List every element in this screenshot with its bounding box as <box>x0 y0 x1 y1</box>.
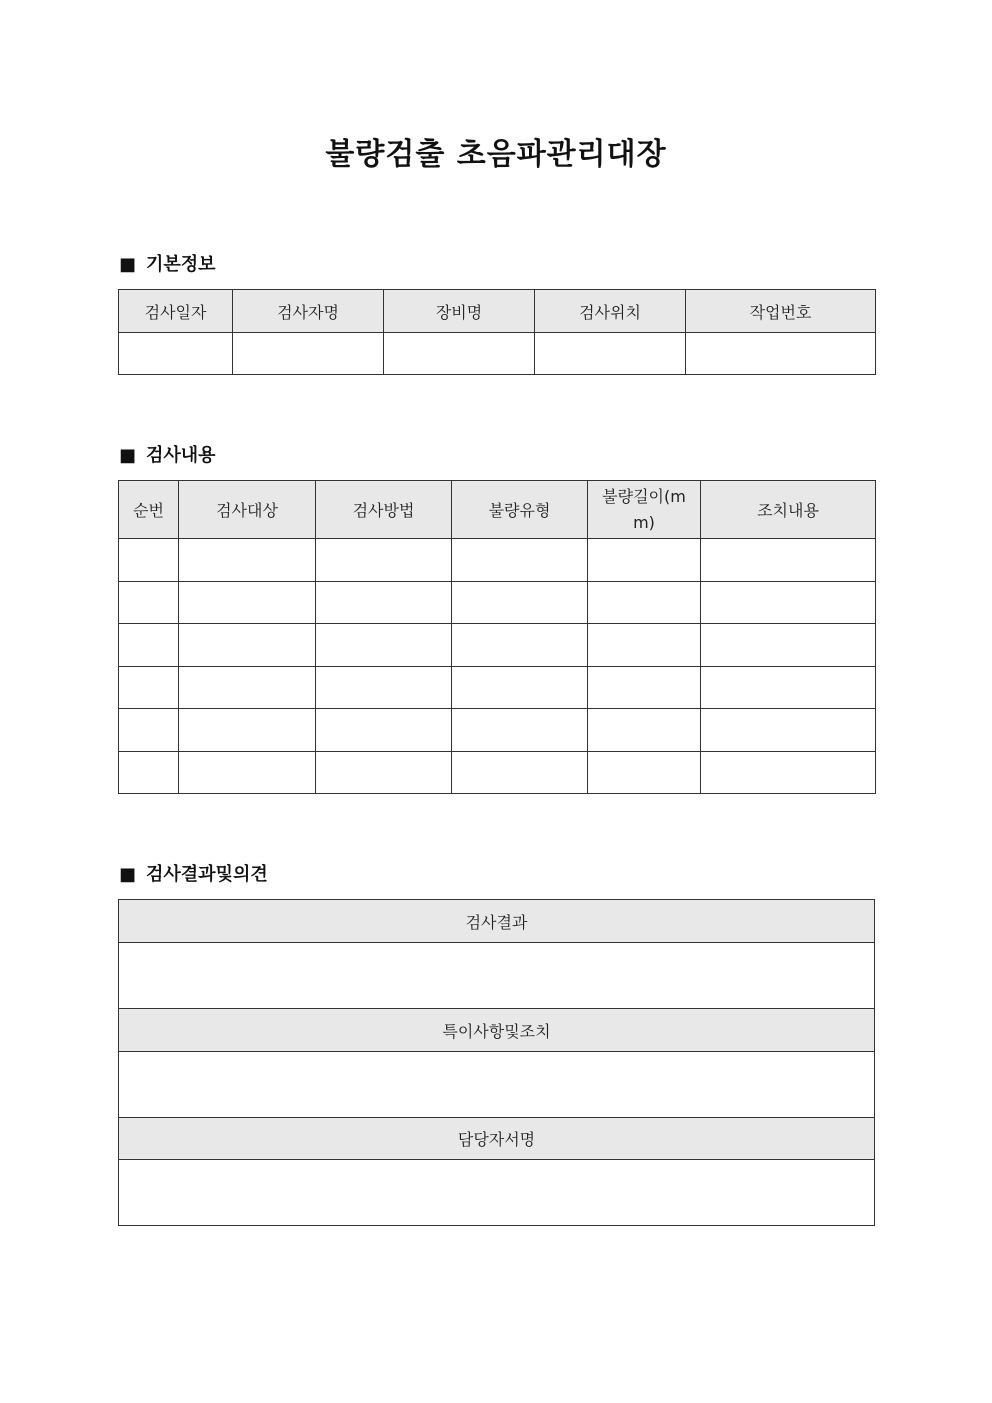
method-cell[interactable] <box>316 539 452 582</box>
inspection-table <box>118 480 876 794</box>
defect-length-cell[interactable] <box>588 624 701 667</box>
column-header-defect-length <box>588 481 701 539</box>
defect-length-cell[interactable] <box>588 667 701 709</box>
work-number-cell[interactable] <box>686 333 876 375</box>
signature-label: 담당자서명 <box>119 1118 875 1160</box>
defect-type-cell[interactable] <box>452 709 588 752</box>
seq-cell[interactable] <box>119 582 179 624</box>
results-heading <box>119 863 268 887</box>
table-row <box>119 624 876 667</box>
remarks-entry-row <box>119 1052 875 1118</box>
defect-type-cell[interactable] <box>452 752 588 794</box>
inspector-name-cell[interactable] <box>233 333 384 375</box>
signature-header-row <box>119 1118 875 1160</box>
method-cell[interactable] <box>316 624 452 667</box>
column-header-inspector-name: 검사자명 <box>233 290 384 333</box>
column-header-target: 검사대상 <box>179 481 316 539</box>
table-row <box>119 709 876 752</box>
defect-type-cell[interactable] <box>452 539 588 582</box>
method-cell[interactable] <box>316 582 452 624</box>
square-bullet-icon: ■ <box>119 864 137 885</box>
inspection-header-row <box>119 481 876 539</box>
defect-type-cell[interactable] <box>452 582 588 624</box>
table-row <box>119 667 876 709</box>
action-cell[interactable] <box>701 667 876 709</box>
target-cell[interactable] <box>179 539 316 582</box>
table-row <box>119 582 876 624</box>
inspection-heading <box>119 444 216 468</box>
defect-length-cell[interactable] <box>588 709 701 752</box>
basic-info-heading <box>119 253 216 277</box>
action-cell[interactable] <box>701 582 876 624</box>
defect-length-cell[interactable] <box>588 539 701 582</box>
method-cell[interactable] <box>316 709 452 752</box>
defect-type-cell[interactable] <box>452 624 588 667</box>
column-header-equipment-name: 장비명 <box>384 290 535 333</box>
seq-cell[interactable] <box>119 624 179 667</box>
table-row <box>119 539 876 582</box>
action-cell[interactable] <box>701 752 876 794</box>
defect-type-cell[interactable] <box>452 667 588 709</box>
result-label: 검사결과 <box>119 900 875 943</box>
page-title: 불량검출 초음파관리대장 <box>325 137 667 172</box>
signature-field[interactable] <box>119 1160 875 1226</box>
action-cell[interactable] <box>701 624 876 667</box>
column-header-seq: 순번 <box>119 481 179 539</box>
result-field[interactable] <box>119 943 875 1009</box>
target-cell[interactable] <box>179 752 316 794</box>
target-cell[interactable] <box>179 709 316 752</box>
remarks-header-row <box>119 1009 875 1052</box>
square-bullet-icon: ■ <box>119 254 137 275</box>
column-header-method: 검사방법 <box>316 481 452 539</box>
basic-info-table <box>118 289 876 375</box>
signature-entry-row <box>119 1160 875 1226</box>
column-header-work-number: 작업번호 <box>686 290 876 333</box>
remarks-label: 특이사항및조치 <box>119 1009 875 1052</box>
defect-length-cell[interactable] <box>588 582 701 624</box>
inspection-location-cell[interactable] <box>535 333 686 375</box>
table-row <box>119 752 876 794</box>
action-cell[interactable] <box>701 539 876 582</box>
basic-info-heading-label: 기본정보 <box>146 254 216 275</box>
defect-length-label: 불량길이(mm) <box>602 486 686 532</box>
basic-info-header-row <box>119 290 876 333</box>
seq-cell[interactable] <box>119 539 179 582</box>
square-bullet-icon: ■ <box>119 445 137 466</box>
equipment-name-cell[interactable] <box>384 333 535 375</box>
target-cell[interactable] <box>179 582 316 624</box>
target-cell[interactable] <box>179 624 316 667</box>
defect-length-cell[interactable] <box>588 752 701 794</box>
action-cell[interactable] <box>701 709 876 752</box>
results-table <box>118 899 875 1226</box>
column-header-defect-type: 불량유형 <box>452 481 588 539</box>
result-header-row <box>119 900 875 943</box>
seq-cell[interactable] <box>119 752 179 794</box>
seq-cell[interactable] <box>119 667 179 709</box>
inspection-heading-label: 검사내용 <box>146 445 216 466</box>
column-header-inspection-date: 검사일자 <box>119 290 233 333</box>
target-cell[interactable] <box>179 667 316 709</box>
result-entry-row <box>119 943 875 1009</box>
method-cell[interactable] <box>316 752 452 794</box>
column-header-action: 조치내용 <box>701 481 876 539</box>
basic-info-entry-row <box>119 333 876 375</box>
column-header-inspection-location: 검사위치 <box>535 290 686 333</box>
seq-cell[interactable] <box>119 709 179 752</box>
inspection-date-cell[interactable] <box>119 333 233 375</box>
method-cell[interactable] <box>316 667 452 709</box>
remarks-field[interactable] <box>119 1052 875 1118</box>
results-heading-label: 검사결과및의견 <box>146 864 268 885</box>
